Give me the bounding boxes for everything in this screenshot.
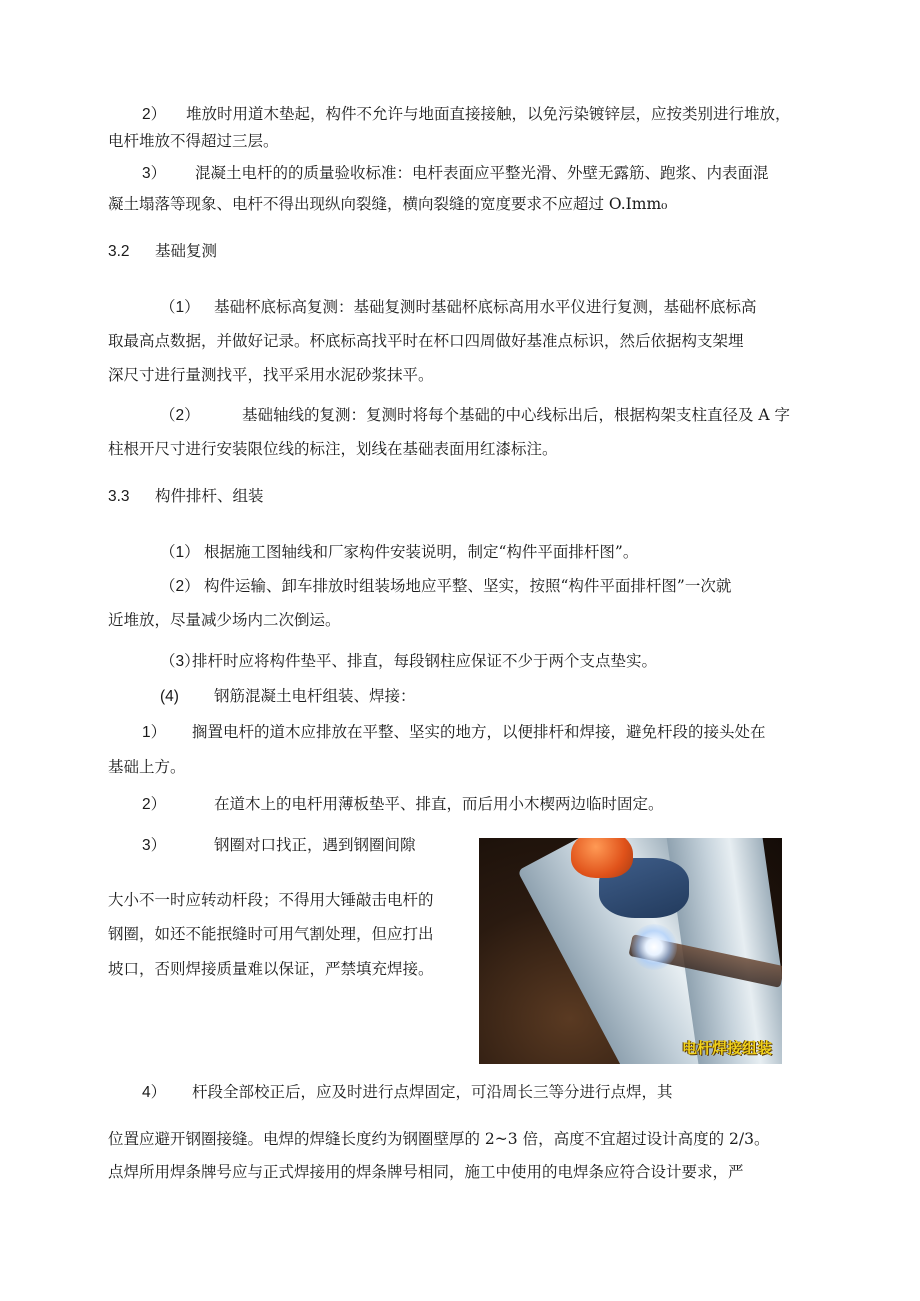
sub-4-line-1 [142, 1081, 673, 1104]
item-text: 柱根开尺寸进行安装限位线的标注，划线在基础表面用红漆标注。 [108, 440, 558, 458]
section-heading-3-3 [108, 485, 264, 508]
item-text: 位置应避开钢圈接缝。电焊的焊缝长度约为钢圈壁厚的 2~3 倍，高度不宜超过设计高度的 2/3。 [108, 1130, 770, 1148]
item-1-line-1 [160, 296, 757, 319]
item-text: 基础上方。 [108, 758, 186, 776]
sub-3-line-2 [108, 889, 434, 911]
item-number: （1） [160, 544, 200, 561]
section-title: 基础复测 [155, 242, 218, 260]
welding-photo [479, 838, 782, 1064]
item-3-3-2-line-1 [160, 575, 731, 598]
item-number: 4） [142, 1084, 167, 1101]
item-text: 凝土塌落等现象、电杆不得出现纵向裂缝，横向裂缝的宽度要求不应超过 O.Imm₀ [108, 195, 668, 213]
item-number: 1） [142, 724, 167, 741]
item-text: 杆段全部校正后，应及时进行点焊固定，可沿周长三等分进行点焊，其 [192, 1083, 673, 1101]
item-number: 3） [142, 165, 167, 182]
item-2-line-1 [142, 103, 791, 126]
item-3-3-3 [160, 650, 657, 673]
photo-caption: 电杆焊接组装 [681, 1039, 772, 1057]
sub-3-line-3 [108, 923, 434, 945]
item-text: 近堆放，尽量减少场内二次倒运。 [108, 611, 341, 629]
item-text: 搁置电杆的道木应排放在平整、坚实的地方，以便排杆和焊接，避免杆段的接头处在 [192, 723, 766, 741]
item-text: 钢圈对口找正，遇到钢圈间隙 [214, 836, 416, 854]
item-text: 基础杯底标高复测：基础复测时基础杯底标高用水平仪进行复测，基础杯底标高 [214, 298, 757, 316]
item-text: 排杆时应将构件垫平、排直，每段钢柱应保证不少于两个支点垫实。 [192, 652, 658, 670]
section-heading-3-2 [108, 240, 217, 263]
item-1-line-2 [108, 330, 744, 352]
item-number: （2） [160, 407, 200, 424]
item-2-line-2 [108, 130, 279, 152]
item-text: 坡口，否则焊接质量难以保证，严禁填充焊接。 [108, 960, 434, 978]
item-3-3-2-line-2 [108, 609, 341, 631]
item-3-line-1 [142, 162, 769, 185]
item-text: 在道木上的电杆用薄板垫平、排直，而后用小木楔两边临时固定。 [214, 795, 664, 813]
item-text: 堆放时用道木垫起，构件不允许与地面直接接触，以免污染镀锌层，应按类别进行堆放， [186, 105, 791, 123]
sub-2 [142, 793, 664, 816]
item-text: 取最高点数据，并做好记录。杯底标高找平时在杯口四周做好基准点标识，然后依据构支架埋 [108, 332, 744, 350]
section-number: 3.3 [108, 488, 130, 505]
item-text: 钢圈，如还不能抿缝时可用气割处理，但应打出 [108, 925, 434, 943]
item-text: 混凝土电杆的的质量验收标准：电杆表面应平整光滑、外壁无露筋、跑浆、内表面混 [195, 164, 769, 182]
sub-1-line-1 [142, 721, 766, 744]
item-text: 根据施工图轴线和厂家构件安装说明，制定“构件平面排杆图”。 [204, 543, 639, 561]
item-number: 2） [142, 796, 167, 813]
item-number: （3） [160, 653, 200, 670]
item-text: 点焊所用焊条牌号应与正式焊接用的焊条牌号相同，施工中使用的电焊条应符合设计要求，严 [108, 1163, 744, 1181]
item-number: 2） [142, 106, 167, 123]
item-text: 电杆堆放不得超过三层。 [108, 132, 279, 150]
item-text: 基础轴线的复测：复测时将每个基础的中心线标出后，根据构架支柱直径及 A 字 [242, 406, 791, 424]
item-text: 钢筋混凝土电杆组装、焊接： [214, 687, 416, 705]
item-2b-line-2 [108, 438, 558, 460]
sub-3-line-4 [108, 958, 434, 980]
sub-4-line-3 [108, 1161, 744, 1183]
item-text: 深尺寸进行量测找平，找平采用水泥砂浆抹平。 [108, 366, 434, 384]
section-title: 构件排杆、组装 [155, 487, 264, 505]
item-text: 构件运输、卸车排放时组装场地应平整、坚实，按照“构件平面排杆图”一次就 [204, 577, 732, 595]
item-number: （1） [160, 299, 200, 316]
sub-3-line-1 [142, 834, 416, 857]
item-3-3-1 [160, 541, 638, 564]
weld-flash [631, 924, 677, 970]
item-number: (4) [160, 688, 179, 705]
item-1-line-3 [108, 364, 434, 386]
item-number: 3） [142, 837, 167, 854]
helmet-shape [571, 838, 633, 878]
item-2b-line-1 [160, 404, 790, 427]
item-3-line-2 [108, 193, 667, 215]
sub-1-line-2 [108, 756, 186, 778]
sub-4-line-2 [108, 1128, 769, 1150]
section-number: 3.2 [108, 243, 130, 260]
item-number: （2） [160, 578, 200, 595]
item-text: 大小不一时应转动杆段；不得用大锤敲击电杆的 [108, 891, 434, 909]
item-3-3-4 [160, 685, 416, 708]
